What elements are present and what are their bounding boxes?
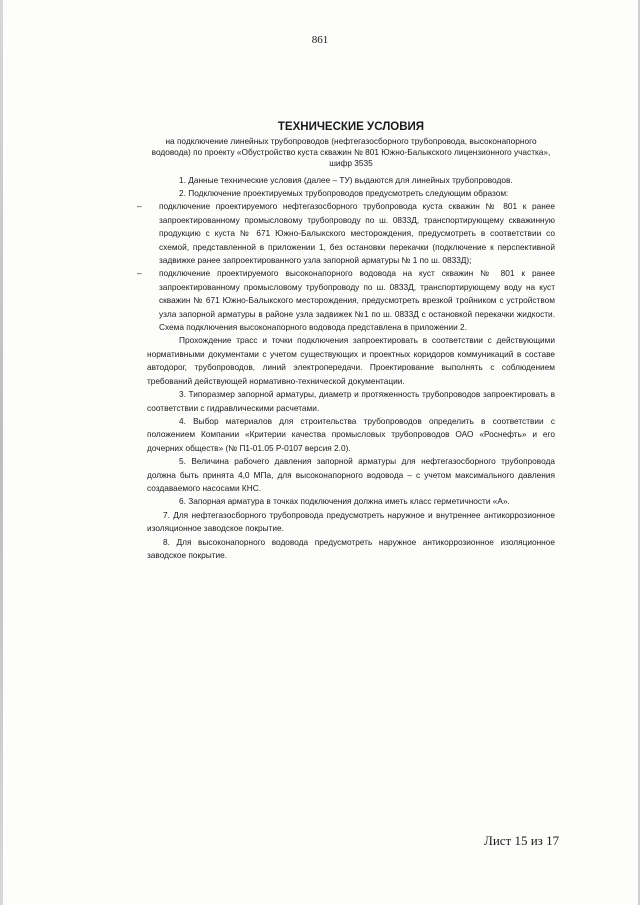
paragraph-4: 4. Выбор материалов для строительства трубопроводов определить в соответствии с положением Компании «Критерии качества промысловых трубопроводов ОАО «Роснефть» и его дочерних обществ» (№ П1-01.05 Р-0107 версия 2.0). [147,415,555,453]
bullet-text: подключение проектируемого высоконапорного водовода на куст скважин № 801 к ранее запроектированному промысловому трубопроводу по ш. 0833Д, транспортирующему воду на куст скважин № 671 Южно-Балыкского месторождения, предусмотреть врезкой тройником с устройством узла запорной арматуры в районе узла задвижек №1 по ш. 0833Д с остановкой перекачки жидкости. Схема подключения высоконапорного водовода представлена в приложении 2. [159,268,555,333]
sheet-counter: Лист 15 из 17 [484,833,560,848]
paragraph-3: 3. Типоразмер запорной арматуры, диаметр и протяженность трубопроводов запроектировать в соответствии с гидравлическими расчетами. [147,389,555,413]
bullet-mark: – [137,268,142,279]
paragraph-5: 5. Величина рабочего давления запорной арматуры для нефтегазосборного трубопровода должна быть принята 4,0 МПа, для высоконапорного водовода – с учетом максимального давления создаваемого насосами КНС. [147,456,555,493]
paragraph-7: 7. Для нефтегазосборного трубопровода предусмотреть наружное и внутреннее антикоррозионное изоляционное заводское покрытие. [147,509,555,534]
scan-edge-left [0,0,3,905]
paragraph-8: 8. Для высоконапорного водовода предусмотреть наружное антикоррозионное изоляционное заводское покрытие. [147,536,555,560]
page-number: 861 [311,34,329,46]
paragraph-1: 1. Данные технические условия (далее – ТУ) выдаются для линейных трубопроводов. [179,174,513,185]
bullet-item-1 [137,200,555,267]
document-title: ТЕХНИЧЕСКИЕ УСЛОВИЯ [277,121,425,133]
paragraph-6: 6. Запорная арматура в точках подключения должна иметь класс герметичности «А». [179,496,510,507]
bullet-text: подключение проектируемого нефтегазосборного трубопровода куста скважин № 801 к ранее запроектированному промысловому трубопроводу по ш. 0833Д, транспортирующему скважинную продукцию с куста № 671 Южно-Балыкского месторождения, предусмотреть в соответствии со схемой, представленной в приложении 1, без остановки перекачки (подключение к перспективной задвижке ранее запроектированного узла запорной арматуры № 1 по ш. 0833Д); [159,201,555,266]
bullet-mark: – [137,201,142,212]
document-body [137,120,555,562]
paragraph-2: 2. Подключение проектируемых трубопроводов предусмотреть следующим образом: [179,188,509,199]
bullet-item-2 [137,267,555,334]
document-subtitle: на подключение линейных трубопроводов (нефтегазосборного трубопровода, высоконапорного водовода) по проекту «Обустройство куста скважин № 801 Южно-Балыкского лицензионного участка», шифр 3535 [151,136,551,169]
paragraph-routes: Прохождение трасс и точки подключения запроектировать в соответствии с действующими нормативными документами с учетом существующих и проектных коридоров коммуникаций в составе автодорог, трубопроводов, линий электропередачи. Проектирование выполнять с соблюдением требований действующей нормативно-технической документации. [147,335,555,386]
